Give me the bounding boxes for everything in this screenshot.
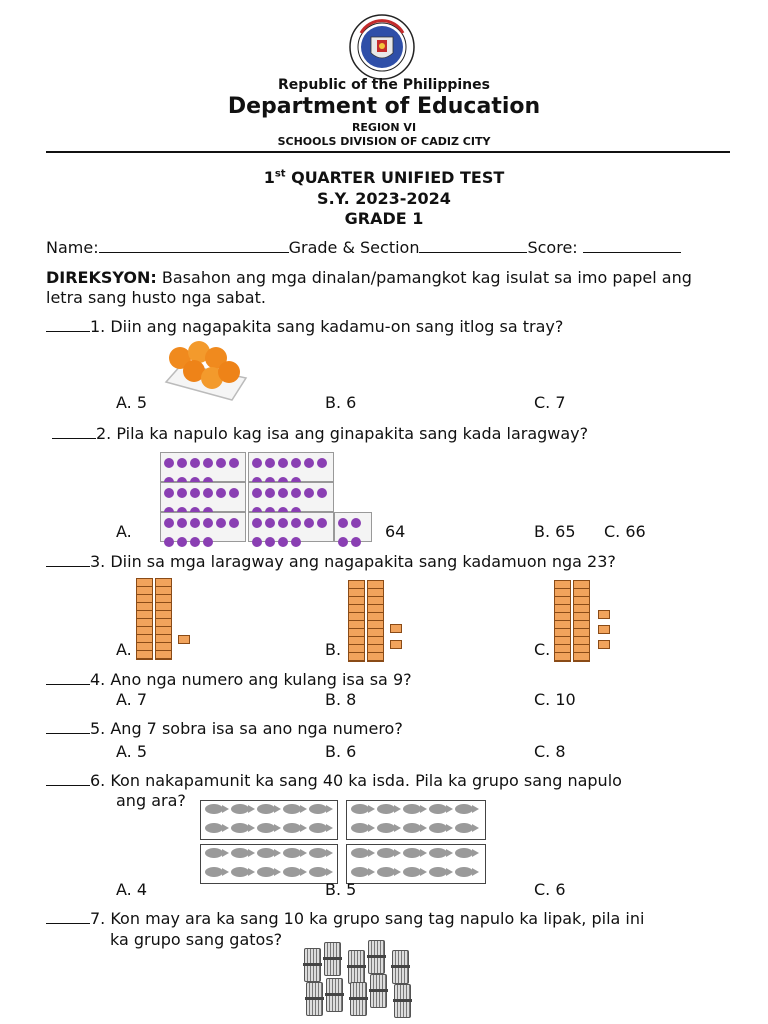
answer-blank-1[interactable] [46, 317, 90, 332]
question-3 [46, 552, 616, 571]
q2-choice-a[interactable]: A. [116, 522, 132, 541]
ten-rod [348, 580, 365, 662]
q7-number: 7. [90, 909, 106, 928]
base-ten-blocks-b [344, 578, 408, 664]
name-label: Name: [46, 238, 99, 257]
unit-cube [598, 640, 610, 649]
answer-blank-4[interactable] [46, 670, 90, 685]
q5-choice-c[interactable]: C. 8 [534, 742, 566, 761]
q1-choice-b[interactable]: B. 6 [325, 393, 357, 412]
ten-frame [248, 452, 334, 482]
base-ten-blocks-a [134, 576, 196, 662]
title-prefix: 1 [263, 168, 275, 187]
q1-choice-c[interactable]: C. 7 [534, 393, 566, 412]
q6-number: 6. [90, 771, 106, 790]
q7-text: Kon may ara ka sang 10 ka grupo sang tag napulo ka lipak, pila ini [105, 909, 645, 928]
ten-frame [160, 512, 246, 542]
unit-cube [390, 624, 402, 633]
directions-label: DIREKSYON: [46, 268, 157, 287]
country-name: Republic of the Philippines [278, 77, 490, 93]
grade-section-blank[interactable] [419, 238, 527, 253]
ten-rod [155, 578, 172, 660]
q1-number: 1. [90, 317, 106, 336]
stick-bundle [370, 974, 387, 1008]
q5-choice-a[interactable]: A. 5 [116, 742, 148, 761]
extra-dots-frame [334, 512, 372, 542]
answer-blank-6[interactable] [46, 771, 90, 786]
q7-text-line2: ka grupo sang gatos? [110, 930, 283, 949]
q6-choice-c[interactable]: C. 6 [534, 880, 566, 899]
q3-choice-c[interactable]: C. [534, 640, 551, 659]
stick-bundle [326, 978, 343, 1012]
fish-group [346, 800, 486, 840]
score-blank[interactable] [583, 238, 681, 253]
department-name: Department of Education [227, 94, 541, 119]
school-year: S.Y. 2023-2024 [317, 189, 451, 208]
q3-choice-b[interactable]: B. [325, 640, 342, 659]
name-blank[interactable] [99, 238, 289, 253]
answer-blank-2[interactable] [52, 424, 96, 439]
unit-cube [598, 610, 610, 619]
unit-cube [598, 625, 610, 634]
q4-choice-c[interactable]: C. 10 [534, 690, 576, 709]
stick-bundle [304, 948, 321, 982]
q1-choice-a[interactable]: A. 5 [116, 393, 148, 412]
stick-bundle [394, 984, 411, 1018]
q6-choice-b[interactable]: B. 5 [325, 880, 357, 899]
q5-number: 5. [90, 719, 106, 738]
stick-bundle [306, 982, 323, 1016]
deped-seal [347, 13, 417, 81]
q2-choice-b[interactable]: B. 65 [534, 522, 576, 541]
answer-blank-5[interactable] [46, 719, 90, 734]
ten-frame [160, 482, 246, 512]
fish-group [200, 800, 338, 840]
grade-level: GRADE 1 [344, 209, 424, 228]
q2-choice-c[interactable]: C. 66 [604, 522, 646, 541]
egg-tray-image [162, 338, 248, 402]
q6-text-line2: ang ara? [116, 791, 186, 810]
score-label: Score: [527, 238, 583, 257]
stick-bundle [368, 940, 385, 974]
stick-bundles-image [300, 938, 416, 1018]
q3-text: Diin sa mga laragway ang nagapakita sang kadamuon nga 23? [105, 552, 616, 571]
question-7 [46, 909, 644, 928]
fish-group [200, 844, 338, 884]
unit-cube [178, 635, 190, 644]
unit-cube [390, 640, 402, 649]
ten-frame [248, 482, 334, 512]
region-name: REGION VI [351, 121, 417, 134]
dot-tens-image [160, 452, 370, 540]
answer-blank-3[interactable] [46, 552, 90, 567]
q4-choice-a[interactable]: A. 7 [116, 690, 148, 709]
q5-choice-b[interactable]: B. 6 [325, 742, 357, 761]
ten-frame [248, 512, 334, 542]
ten-rod [136, 578, 153, 660]
question-4 [46, 670, 412, 689]
q2-number: 2. [96, 424, 112, 443]
question-1 [46, 317, 563, 336]
q6-choice-a[interactable]: A. 4 [116, 880, 148, 899]
title-rest: QUARTER UNIFIED TEST [285, 168, 505, 187]
ten-rod [554, 580, 571, 662]
test-title [0, 168, 768, 187]
q6-text: Kon nakapamunit ka sang 40 ka isda. Pila ka grupo sang napulo [105, 771, 622, 790]
answer-blank-7[interactable] [46, 909, 90, 924]
ten-frame [160, 452, 246, 482]
q5-text: Ang 7 sobra isa sa ano nga numero? [105, 719, 403, 738]
question-5 [46, 719, 403, 738]
question-2 [52, 424, 588, 443]
student-fields [46, 238, 681, 257]
stick-bundle [324, 942, 341, 976]
directions [46, 268, 706, 308]
q3-number: 3. [90, 552, 106, 571]
stick-bundle [350, 982, 367, 1016]
ten-rod [573, 580, 590, 662]
q4-choice-b[interactable]: B. 8 [325, 690, 357, 709]
base-ten-blocks-c [550, 578, 618, 664]
stick-bundle [392, 950, 409, 984]
grade-section-label: Grade & Section [288, 238, 420, 257]
q4-number: 4. [90, 670, 106, 689]
q2-choice-a-value: 64 [385, 522, 406, 541]
title-sup: st [274, 168, 286, 180]
fish-group [346, 844, 486, 884]
q1-text: Diin ang nagapakita sang kadamu-on sang itlog sa tray? [105, 317, 564, 336]
stick-bundle [348, 950, 365, 984]
ten-rod [367, 580, 384, 662]
division-name: SCHOOLS DIVISION OF CADIZ CITY [277, 135, 491, 148]
directions-text: Basahon ang mga dinalan/pamangkot kag isulat sa imo papel ang letra sang husto nga sabat. [46, 268, 692, 307]
q4-text: Ano nga numero ang kulang isa sa 9? [105, 670, 412, 689]
header-divider [46, 151, 730, 153]
q2-text: Pila ka napulo kag isa ang ginapakita sang kada laragway? [111, 424, 589, 443]
q3-choice-a[interactable]: A. [116, 640, 132, 659]
question-6 [46, 771, 622, 790]
